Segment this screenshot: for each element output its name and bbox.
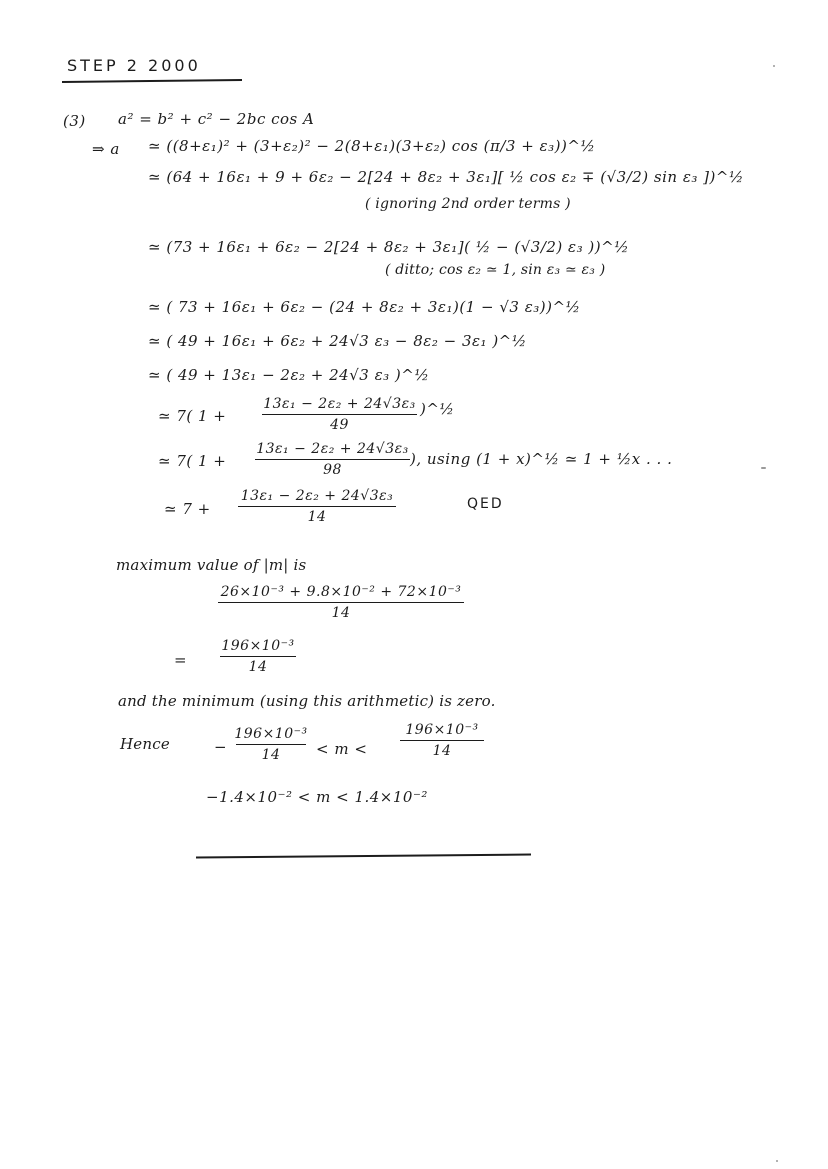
max-fraction-numerator: 26×10⁻³ + 9.8×10⁻² + 72×10⁻³ — [220, 584, 462, 600]
page-title: STEP 2 2000 — [67, 56, 201, 75]
title-underline — [62, 79, 242, 82]
fraction-over-14-denominator: 14 — [307, 509, 327, 526]
fraction-over-14-numerator: 13ε₁ − 2ε₂ + 24√3ε₃ — [240, 488, 394, 504]
fraction-over-49-numerator: 13ε₁ − 2ε₂ + 24√3ε₃ — [263, 396, 416, 412]
fraction-over-98 — [255, 440, 410, 479]
note-ignoring: ( ignoring 2nd order terms ) — [365, 196, 571, 212]
derivation-line-4: ≃ ( 73 + 16ε₁ + 6ε₂ − (24 + 8ε₂ + 3ε₁)(1 − √3 ε₃))^½ — [148, 298, 581, 316]
minus-sign: − — [214, 738, 228, 756]
fraction-over-49-denominator: 49 — [330, 417, 349, 434]
inequality-m: < m < — [316, 740, 368, 758]
fraction-over-98-denominator: 98 — [323, 462, 342, 479]
implies-a: ⇒ a — [92, 140, 120, 158]
derivation-line-7-lead: ≃ 7( 1 + — [158, 407, 227, 425]
final-inequality: −1.4×10⁻² < m < 1.4×10⁻² — [206, 788, 428, 806]
fraction-over-98-numerator: 13ε₁ − 2ε₂ + 24√3ε₃ — [256, 441, 409, 457]
question-number: (3) — [63, 112, 86, 130]
scan-speck — [773, 65, 775, 67]
scan-speck — [761, 467, 766, 469]
upper-bound-numerator: 196×10⁻³ — [405, 722, 479, 738]
upper-bound-fraction — [400, 721, 484, 760]
simplified-fraction — [220, 637, 296, 676]
derivation-line-2: ≃ (64 + 16ε₁ + 9 + 6ε₂ − 2[24 + 8ε₂ + 3ε₁][ ½ cos ε₂ ∓ (√3/2) sin ε₃ ])^½ — [148, 168, 744, 186]
fraction-bar — [220, 656, 296, 657]
derivation-line-8-lead: ≃ 7( 1 + — [158, 452, 227, 470]
cosine-rule-line: a² = b² + c² − 2bc cos A — [118, 110, 315, 128]
max-fraction — [218, 583, 464, 622]
hence-label: Hence — [120, 735, 170, 753]
derivation-line-1: ≃ ((8+ε₁)² + (3+ε₂)² − 2(8+ε₁)(3+ε₂) cos (π/3 + ε₃))^½ — [148, 137, 596, 155]
fraction-over-49 — [262, 395, 417, 434]
upper-bound-denominator: 14 — [432, 743, 452, 760]
fraction-over-14 — [238, 487, 396, 526]
fraction-bar — [238, 506, 396, 507]
fraction-bar — [236, 744, 306, 745]
derivation-line-7-tail: )^½ — [420, 400, 455, 418]
derivation-line-5: ≃ ( 49 + 16ε₁ + 6ε₂ + 24√3 ε₃ − 8ε₂ − 3ε₁ )^½ — [148, 332, 527, 350]
scan-speck — [776, 1160, 778, 1162]
lower-bound-fraction — [236, 725, 306, 764]
note-ditto: ( ditto; cos ε₂ ≃ 1, sin ε₃ ≃ ε₃ ) — [385, 262, 606, 278]
fraction-bar — [400, 740, 484, 741]
derivation-line-3: ≃ (73 + 16ε₁ + 6ε₂ − 2[24 + 8ε₂ + 3ε₁]( ½ − (√3/2) ε₃ ))^½ — [148, 238, 630, 256]
fraction-bar — [262, 414, 417, 415]
max-fraction-denominator: 14 — [331, 605, 351, 622]
derivation-line-9-lead: ≃ 7 + — [164, 500, 211, 518]
lower-bound-numerator: 196×10⁻³ — [234, 726, 308, 742]
lower-bound-denominator: 14 — [261, 747, 281, 764]
fraction-bar — [218, 602, 464, 603]
simplified-fraction-numerator: 196×10⁻³ — [221, 638, 295, 654]
derivation-line-8-tail: ), using (1 + x)^½ ≃ 1 + ½x . . . — [410, 450, 673, 468]
derivation-line-6: ≃ ( 49 + 13ε₁ − 2ε₂ + 24√3 ε₃ )^½ — [148, 366, 430, 384]
minimum-text: and the minimum (using this arithmetic) is zero. — [118, 692, 496, 710]
fraction-bar — [255, 459, 410, 460]
max-value-text: maximum value of |m| is — [116, 556, 307, 574]
simplified-fraction-denominator: 14 — [248, 659, 268, 676]
equals-sign: = — [174, 651, 188, 669]
qed-mark: QED — [467, 496, 504, 512]
closing-rule — [196, 854, 531, 858]
